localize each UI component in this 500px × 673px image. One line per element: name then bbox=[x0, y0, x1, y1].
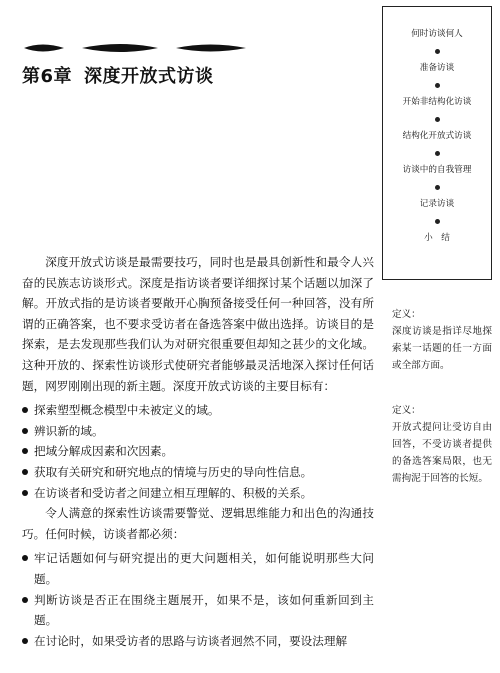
bullet-item bbox=[22, 548, 374, 589]
bullet-item bbox=[22, 483, 374, 504]
bullet-dot bbox=[22, 490, 28, 496]
bullet-text: 在访谈者和受访者之间建立相互理解的、积极的关系。 bbox=[34, 485, 313, 500]
bullet-text: 在讨论时，如果受访者的思路与访谈者迥然不同，要设法理解 bbox=[34, 633, 348, 648]
toc-item: 结构化开放式访谈 bbox=[402, 131, 472, 141]
bullet-text: 获取有关研究和研究地点的情境与历史的导向性信息。 bbox=[34, 464, 313, 479]
bullet-item bbox=[22, 631, 374, 652]
ornament-center-leaf bbox=[82, 44, 158, 52]
margin-definition-open-ended bbox=[392, 402, 492, 487]
toc-bullet-dot bbox=[435, 185, 440, 190]
bullet-text: 探索塑型概念模型中未被定义的域。 bbox=[34, 403, 220, 418]
toc-bullet-dot bbox=[435, 219, 440, 224]
toc-bullet-dot bbox=[435, 49, 440, 54]
bullet-text: 判断访谈是否正在围绕主题展开，如果不是，该如何重新回到主题。 bbox=[34, 592, 374, 628]
ornament-right-leaf bbox=[176, 45, 246, 52]
bullet-dot bbox=[22, 448, 28, 454]
chapter-contents-box bbox=[382, 6, 492, 280]
bullet-item bbox=[22, 441, 374, 462]
bullet-dot bbox=[22, 407, 28, 413]
main-text bbox=[22, 252, 374, 651]
chapter-number: 第6章 bbox=[22, 66, 73, 87]
chapter-heading bbox=[22, 62, 214, 88]
definition-label: 定义： bbox=[392, 405, 421, 416]
toc-item: 准备访谈 bbox=[419, 63, 455, 73]
bullet-item bbox=[22, 590, 374, 631]
toc-bullet-dot bbox=[435, 151, 440, 156]
definition-label: 定义： bbox=[392, 309, 421, 320]
bullet-dot bbox=[22, 638, 28, 644]
bullet-dot bbox=[22, 555, 28, 561]
toc-bullet-dot bbox=[435, 117, 440, 122]
second-paragraph: 令人满意的探索性访谈需要警觉、逻辑思维能力和出色的沟通技巧。任何时候，访谈者都必须： bbox=[22, 506, 374, 541]
intro-paragraph: 深度开放式访谈是最需要技巧，同时也是最具创新性和最令人兴奋的民族志访谈形式。深度是指访谈者要详细探讨某个话题以加深了解。开放式指的是访谈者要敞开心胸预备接受任何一种回答，没有所谓的正确答案，也不要求受访者在备选答案中做出选择。访谈目的是探索，是去发现那些我们认为对研究很重要但却知之甚少的文化域。这种开放的、探索性访谈形式使研究者能够最灵活地深入探讨任何话题，网罗刚刚出现的新主题。深度开放式访谈的主要目标有： bbox=[22, 255, 374, 393]
toc-item: 何时访谈何人 bbox=[411, 29, 463, 39]
bullet-item bbox=[22, 400, 374, 421]
margin-definition-in-depth bbox=[392, 306, 492, 374]
toc-item: 开始非结构化访谈 bbox=[402, 97, 472, 107]
bullet-dot bbox=[22, 469, 28, 475]
toc-item: 记录访谈 bbox=[419, 199, 455, 209]
bullet-text: 把域分解成因素和次因素。 bbox=[34, 444, 174, 459]
bullet-item bbox=[22, 462, 374, 483]
bullet-text: 牢记话题如何与研究提出的更大问题相关，如何能说明那些大问题。 bbox=[34, 551, 374, 586]
toc-bullet-dot bbox=[435, 83, 440, 88]
toc-item: 小 结 bbox=[424, 233, 450, 243]
toc-item: 访谈中的自我管理 bbox=[402, 165, 472, 175]
bullet-dot bbox=[22, 428, 28, 434]
definition-text: 开放式提问让受访自由回答，不受访谈者提供的备选答案局限，也无需拘泥于回答的长短。 bbox=[392, 422, 492, 484]
bullet-item bbox=[22, 421, 374, 442]
ornament-left-leaf bbox=[24, 45, 64, 52]
bullet-dot bbox=[22, 597, 28, 603]
chapter-title: 深度开放式访谈 bbox=[84, 66, 214, 87]
bullet-text: 辨识新的域。 bbox=[34, 423, 104, 438]
definition-text: 深度访谈是指详尽地探索某一话题的任一方面或全部方面。 bbox=[392, 326, 492, 371]
chapter-ornament bbox=[20, 40, 250, 56]
